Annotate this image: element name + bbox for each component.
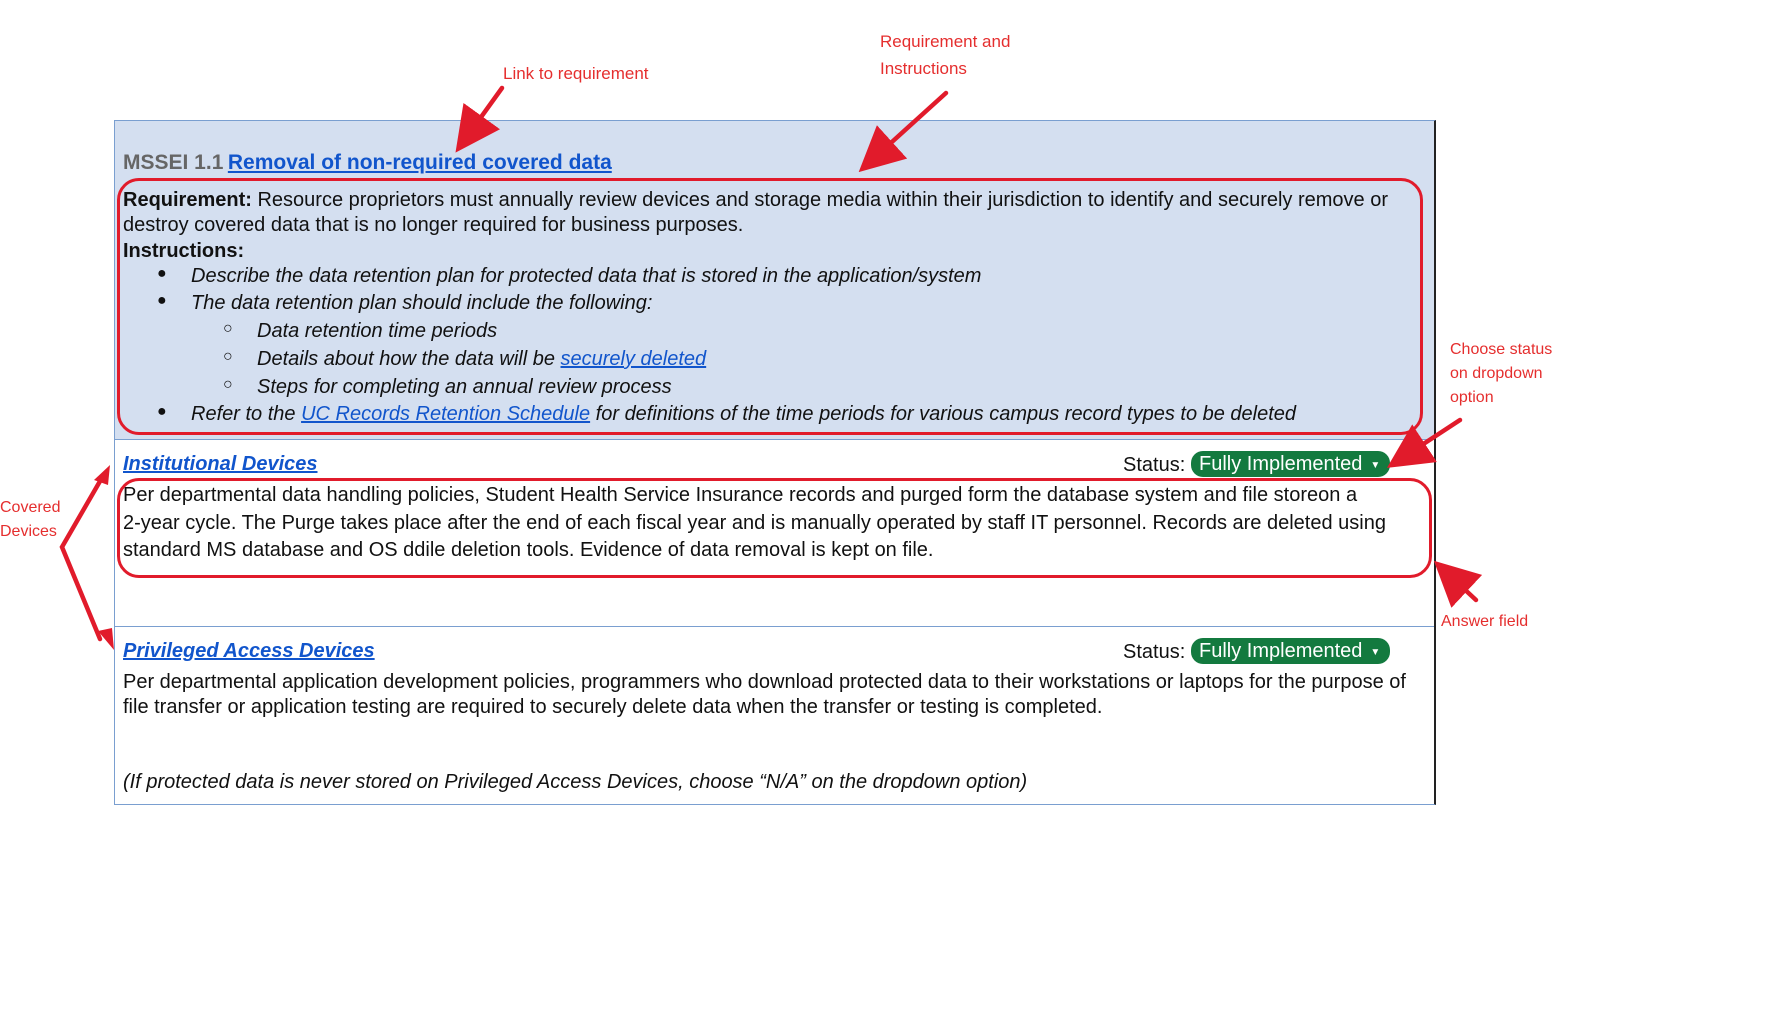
requirement-text-2: destroy covered data that is no longer required for business purposes.: [123, 214, 744, 236]
annotation-choose-status-2: on dropdown: [1450, 365, 1543, 382]
chevron-down-icon: ▼: [1370, 647, 1381, 658]
requirement-text-1: Resource proprietors must annually review devices and storage media within their jurisdiction to identify and securely remove or: [257, 189, 1389, 211]
arrow-to-status: [1402, 420, 1460, 458]
bullet-marker: ●: [157, 403, 167, 420]
annotation-covered-1: Covered: [0, 499, 61, 516]
instruction-bullet-2: The data retention plan should include the following:: [191, 292, 653, 314]
status-value: Fully Implemented: [1199, 640, 1363, 662]
securely-deleted-link[interactable]: securely deleted: [560, 348, 707, 370]
annotation-requirement-line-1: Requirement and: [880, 32, 1011, 51]
instructions-label: Instructions:: [123, 240, 245, 262]
instruction-bullet-1: Describe the data retention plan for protected data that is stored in the application/system: [191, 265, 982, 287]
arrow-to-requirement: [872, 93, 946, 160]
uc-records-retention-link[interactable]: UC Records Retention Schedule: [301, 403, 591, 425]
sub-bullet-2-text: Details about how the data will be: [257, 348, 561, 370]
answer-line-2[interactable]: file transfer or application testing are required to securely delete data when the transfer or testing is completed.: [123, 696, 1103, 718]
requirement-code: MSSEI 1.1: [123, 151, 224, 174]
requirement-label: Requirement:: [123, 189, 252, 211]
chevron-down-icon: ▼: [1370, 460, 1381, 471]
answer-line-1[interactable]: Per departmental application development policies, programmers who download protected data to their workstations or laptops for the purpose of: [123, 671, 1406, 693]
annotation-choose-status-3: option: [1450, 389, 1494, 406]
institutional-devices-link[interactable]: Institutional Devices: [123, 453, 318, 475]
last-bullet-pre: Refer to the: [191, 403, 302, 425]
status-value: Fully Implemented: [1199, 453, 1363, 475]
last-bullet-post: for definitions of the time periods for various campus record types to be deleted: [590, 403, 1297, 425]
privileged-access-devices-link[interactable]: Privileged Access Devices: [123, 640, 375, 662]
annotation-link-to-requirement: Link to requirement: [503, 64, 649, 83]
privileged-note: (If protected data is never stored on Privileged Access Devices, choose “N/A” on the dropdown option): [123, 771, 1028, 793]
bullet-marker: ●: [157, 265, 167, 282]
arrow-covered-devices: [62, 476, 103, 639]
annotation-covered-2: Devices: [0, 523, 57, 540]
sub-bullet-marker: ○: [223, 376, 233, 393]
sub-bullet-marker: ○: [223, 348, 233, 365]
instruction-sub-bullet-3: Steps for completing an annual review process: [257, 376, 672, 398]
annotation-choose-status-1: Choose status: [1450, 341, 1553, 358]
bullet-marker: ●: [157, 292, 167, 309]
instruction-sub-bullet-1: Data retention time periods: [257, 320, 498, 342]
annotation-requirement-line-2: Instructions: [880, 59, 967, 78]
arrow-to-answer: [1447, 573, 1476, 600]
answer-line-1[interactable]: Per departmental data handling policies, Student Health Service Insurance records and purged form the database system and file storeon a: [123, 484, 1358, 506]
status-label: Status:: [1123, 454, 1186, 476]
arrow-to-link: [466, 88, 502, 138]
annotation-answer-field: Answer field: [1441, 613, 1529, 630]
sub-bullet-marker: ○: [223, 320, 233, 337]
answer-line-3[interactable]: standard MS database and OS ddile deletion tools. Evidence of data removal is kept on file.: [123, 539, 934, 561]
answer-line-2[interactable]: 2-year cycle. The Purge takes place after the end of each fiscal year and is manually operated by staff IT personnel. Records are deleted using: [123, 512, 1386, 534]
requirement-title-link[interactable]: Removal of non-required covered data: [227, 151, 612, 174]
arrowhead-up: [94, 465, 110, 485]
status-label: Status:: [1123, 641, 1186, 663]
